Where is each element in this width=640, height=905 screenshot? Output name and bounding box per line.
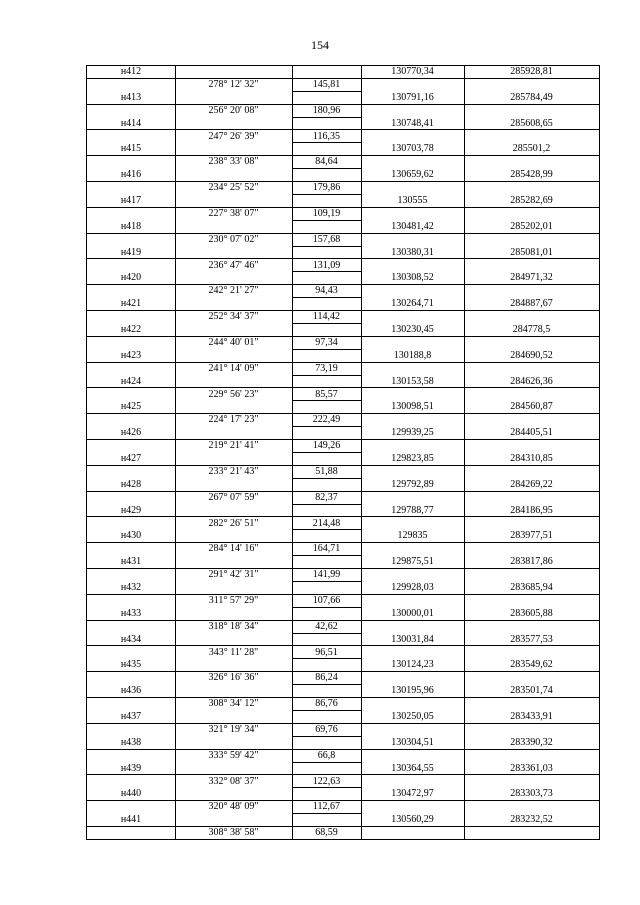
segment-row	[87, 208, 599, 221]
segment-row	[87, 105, 599, 118]
y-coordinate: 283685,94	[510, 582, 553, 593]
point-row	[87, 479, 599, 492]
segment-length: 84,64	[292, 156, 361, 169]
point-id: н428	[120, 478, 142, 490]
segment-row	[87, 440, 599, 453]
segment-row	[87, 647, 599, 660]
point-id: н424	[120, 375, 142, 387]
segment-length: 109,19	[292, 208, 361, 221]
y-coordinate: 283361,03	[510, 762, 553, 774]
point-id: н419	[120, 246, 142, 258]
x-coordinate: 130230,45	[391, 324, 434, 335]
y-coordinate: 283577,53	[510, 633, 553, 645]
point-id: н426	[120, 427, 142, 439]
direction-angle: 284° 14' 16"	[208, 543, 259, 555]
segment-row	[87, 285, 599, 298]
segment-length: 51,88	[292, 466, 361, 479]
direction-angle: 311° 57' 29"	[208, 594, 259, 606]
point-row	[87, 634, 599, 647]
y-coordinate: 283605,88	[510, 607, 553, 619]
x-coordinate: 130791,16	[391, 91, 434, 103]
y-coordinate: 285928,81	[510, 66, 553, 77]
point-row	[87, 195, 599, 208]
segment-row	[87, 337, 599, 350]
y-coordinate: 283390,32	[510, 736, 553, 748]
point-row	[87, 556, 599, 569]
segment-length: 85,57	[292, 389, 361, 402]
segment-row	[87, 492, 599, 505]
segment-length: 145,81	[292, 79, 361, 92]
y-coordinate: 284690,52	[510, 349, 553, 361]
x-coordinate: 130304,51	[391, 736, 434, 748]
x-coordinate: 129792,89	[391, 478, 434, 490]
point-id: н430	[120, 530, 142, 542]
segment-length: 82,37	[292, 492, 361, 505]
direction-angle: 224° 17' 23"	[208, 414, 259, 426]
coordinates-table	[86, 65, 600, 840]
segment-length: 66,8	[292, 750, 361, 763]
y-coordinate: 284310,85	[510, 453, 553, 464]
y-coordinate: 283817,86	[510, 556, 553, 568]
point-row	[87, 814, 599, 827]
x-coordinate: 129823,85	[391, 453, 434, 464]
point-id: н433	[120, 607, 142, 619]
x-coordinate: 130188,8	[393, 349, 432, 361]
x-coordinate: 130153,58	[391, 375, 434, 387]
x-coordinate: 130560,29	[391, 814, 434, 826]
direction-angle: 267° 07' 59"	[208, 491, 259, 503]
x-coordinate: 130098,51	[391, 401, 434, 413]
direction-angle: 291° 42' 31"	[208, 569, 259, 581]
segment-row	[87, 234, 599, 247]
y-coordinate: 285608,65	[510, 117, 553, 129]
segment-length: 94,43	[292, 285, 361, 298]
segment-row	[87, 543, 599, 556]
point-row	[87, 685, 599, 698]
point-row	[87, 272, 599, 285]
segment-row	[87, 131, 599, 144]
segment-row	[87, 827, 599, 840]
segment-row	[87, 698, 599, 711]
segment-length: 114,42	[292, 311, 361, 324]
x-coordinate: 130555	[397, 195, 428, 206]
x-coordinate: 130124,23	[391, 659, 434, 671]
direction-angle: 282° 26' 51"	[208, 517, 259, 529]
x-coordinate: 130364,55	[391, 762, 434, 774]
point-row	[87, 247, 599, 260]
x-coordinate: 130195,96	[391, 685, 434, 697]
point-row	[87, 788, 599, 801]
point-row	[87, 737, 599, 750]
y-coordinate: 284269,22	[510, 478, 553, 490]
x-coordinate: 129939,25	[391, 427, 434, 439]
direction-angle: 236° 47' 46"	[208, 259, 259, 271]
direction-angle: 252° 34' 37"	[208, 311, 259, 323]
direction-angle: 238° 33' 08"	[208, 156, 259, 168]
x-coordinate: 130308,52	[391, 272, 434, 284]
y-coordinate: 283501,74	[510, 685, 553, 697]
point-row	[87, 143, 599, 156]
point-row	[87, 66, 599, 79]
direction-angle: 320° 48' 09"	[208, 801, 259, 813]
direction-angle: 332° 08' 37"	[208, 775, 259, 787]
x-coordinate: 130703,78	[391, 143, 434, 155]
segment-length: 141,99	[292, 569, 361, 582]
segment-row	[87, 672, 599, 685]
point-row	[87, 427, 599, 440]
y-coordinate: 283232,52	[510, 814, 553, 826]
segment-length: 214,48	[292, 518, 361, 531]
segment-row	[87, 182, 599, 195]
point-id: н429	[120, 504, 142, 516]
point-id: н440	[120, 788, 142, 800]
x-coordinate: 129788,77	[391, 504, 434, 516]
point-row	[87, 324, 599, 337]
y-coordinate: 285784,49	[510, 91, 553, 103]
point-row	[87, 298, 599, 311]
segment-row	[87, 569, 599, 582]
point-row	[87, 763, 599, 776]
point-id: н431	[120, 556, 142, 568]
y-coordinate: 285081,01	[510, 246, 553, 258]
y-coordinate: 283303,73	[510, 788, 553, 800]
point-row	[87, 505, 599, 518]
point-id: н439	[120, 762, 142, 774]
x-coordinate: 130748,41	[391, 117, 434, 129]
segment-length: 179,86	[292, 182, 361, 195]
segment-row	[87, 414, 599, 427]
segment-length: 180,96	[292, 105, 361, 118]
point-id: н414	[120, 117, 142, 129]
point-id: н417	[120, 195, 142, 206]
direction-angle: 242° 21' 27"	[208, 285, 259, 297]
x-coordinate: 129928,03	[391, 582, 434, 593]
y-coordinate: 283433,91	[510, 711, 553, 722]
y-coordinate: 285501,2	[512, 143, 551, 155]
direction-angle: 227° 38' 07"	[208, 207, 259, 219]
segment-length: 86,24	[292, 672, 361, 685]
direction-angle: 233° 21' 43"	[208, 465, 259, 477]
point-row	[87, 169, 599, 182]
point-row	[87, 350, 599, 363]
direction-angle: 244° 40' 01"	[208, 336, 259, 348]
segment-length: 42,62	[292, 621, 361, 634]
segment-length: 164,71	[292, 543, 361, 556]
x-coordinate: 130770,34	[391, 66, 434, 77]
point-row	[87, 530, 599, 543]
point-id: н441	[120, 814, 142, 826]
segment-length: 149,26	[292, 440, 361, 453]
point-row	[87, 221, 599, 234]
point-id: н423	[120, 349, 142, 361]
x-coordinate: 130250,05	[391, 711, 434, 722]
segment-row	[87, 776, 599, 789]
direction-angle: 247° 26' 39"	[208, 130, 259, 142]
x-coordinate: 130380,31	[391, 246, 434, 258]
point-id: н427	[120, 453, 142, 464]
direction-angle: 318° 18' 34"	[208, 620, 259, 632]
point-id: н438	[120, 736, 142, 748]
y-coordinate: 285428,99	[510, 169, 553, 181]
direction-angle: 343° 11' 28"	[208, 646, 259, 658]
point-id: н413	[120, 91, 142, 103]
direction-angle: 321° 19' 34"	[208, 723, 259, 735]
x-coordinate: 130264,71	[391, 298, 434, 310]
point-id: н418	[120, 220, 142, 232]
point-id: н420	[120, 272, 142, 284]
direction-angle: 241° 14' 09"	[208, 362, 259, 374]
direction-angle: 308° 34' 12"	[208, 698, 259, 710]
x-coordinate: 130472,97	[391, 788, 434, 800]
y-coordinate: 284778,5	[512, 324, 551, 335]
segment-length: 68,59	[292, 827, 361, 840]
point-row	[87, 453, 599, 466]
direction-angle: 308° 38' 58"	[208, 827, 259, 839]
segment-length: 222,49	[292, 414, 361, 427]
direction-angle: 333° 59' 42"	[208, 749, 259, 761]
point-id: н437	[120, 711, 142, 722]
x-coordinate: 130000,01	[391, 607, 434, 619]
x-coordinate: 130659,62	[391, 169, 434, 181]
point-id: н412	[120, 66, 142, 77]
segment-row	[87, 260, 599, 273]
segment-row	[87, 79, 599, 92]
segment-length: 116,35	[292, 131, 361, 144]
point-id: н422	[120, 324, 142, 335]
segment-length: 112,67	[292, 801, 361, 814]
point-id: н425	[120, 401, 142, 413]
point-id: н432	[120, 582, 142, 593]
point-row	[87, 608, 599, 621]
segment-row	[87, 466, 599, 479]
direction-angle: 278° 12' 32"	[208, 78, 259, 90]
point-id: н415	[120, 143, 142, 155]
direction-angle: 229° 56' 23"	[208, 388, 259, 400]
segment-row	[87, 595, 599, 608]
segment-row	[87, 156, 599, 169]
point-row	[87, 92, 599, 105]
direction-angle: 326° 16' 36"	[208, 672, 259, 684]
point-id: н434	[120, 633, 142, 645]
point-id: н435	[120, 659, 142, 671]
segment-row	[87, 363, 599, 376]
segment-length: 73,19	[292, 363, 361, 376]
y-coordinate: 284971,32	[510, 272, 553, 284]
segment-length: 96,51	[292, 647, 361, 660]
segment-row	[87, 801, 599, 814]
y-coordinate: 284626,36	[510, 375, 553, 387]
point-row	[87, 376, 599, 389]
y-coordinate: 284186,95	[510, 504, 553, 516]
segment-length: 86,76	[292, 698, 361, 711]
segment-length: 122,63	[292, 776, 361, 789]
segment-row	[87, 518, 599, 531]
point-row	[87, 401, 599, 414]
x-coordinate: 129875,51	[391, 556, 434, 568]
segment-row	[87, 724, 599, 737]
segment-row	[87, 750, 599, 763]
x-coordinate: 129835	[397, 530, 428, 542]
y-coordinate: 284887,67	[510, 298, 553, 310]
x-coordinate: 130031,84	[391, 633, 434, 645]
direction-angle: 256° 20' 08"	[208, 104, 259, 116]
segment-length: 69,76	[292, 724, 361, 737]
y-coordinate: 283977,51	[510, 530, 553, 542]
direction-angle: 234° 25' 52"	[208, 182, 259, 194]
y-coordinate: 283549,62	[510, 659, 553, 671]
y-coordinate: 284405,51	[510, 427, 553, 439]
y-coordinate: 285282,69	[510, 195, 553, 206]
page-number: 154	[311, 38, 329, 52]
direction-angle: 230° 07' 02"	[208, 233, 259, 245]
y-coordinate: 285202,01	[510, 220, 553, 232]
segment-length: 97,34	[292, 337, 361, 350]
point-id: н416	[120, 169, 142, 181]
x-coordinate: 130481,42	[391, 220, 434, 232]
point-row	[87, 711, 599, 724]
segment-length: 131,09	[292, 260, 361, 273]
point-id: н421	[120, 298, 142, 310]
point-row	[87, 582, 599, 595]
segment-length: 157,68	[292, 234, 361, 247]
y-coordinate: 284560,87	[510, 401, 553, 413]
segment-length: 107,66	[292, 595, 361, 608]
segment-row	[87, 621, 599, 634]
segment-row	[87, 311, 599, 324]
point-id: н436	[120, 685, 142, 697]
direction-angle: 219° 21' 41"	[208, 440, 259, 452]
point-row	[87, 118, 599, 131]
segment-row	[87, 389, 599, 402]
point-row	[87, 659, 599, 672]
